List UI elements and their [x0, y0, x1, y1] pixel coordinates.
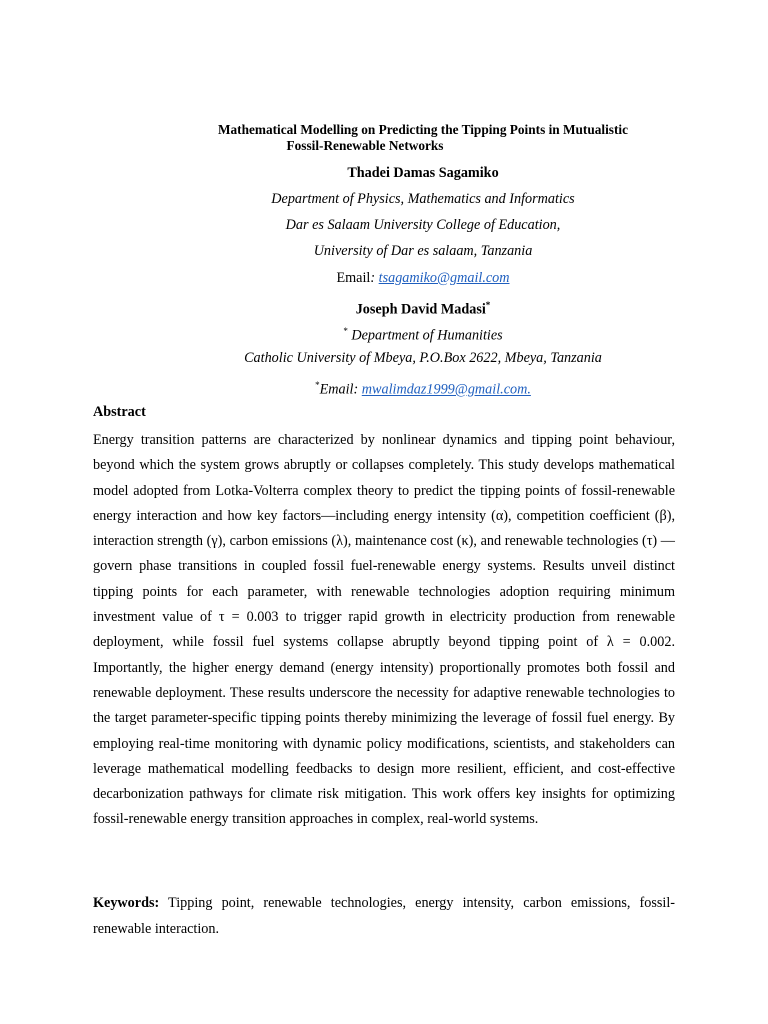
paper-title: [93, 122, 753, 154]
keywords-paragraph: [93, 891, 675, 942]
title-line-1: Mathematical Modelling on Predicting the Tipping Points in Mutualistic: [217, 122, 628, 137]
author1-university: University of Dar es salaam, Tanzania: [313, 243, 533, 259]
author1-name: Thadei Damas Sagamiko: [347, 165, 499, 181]
author2-email-label: Email:: [319, 381, 362, 398]
title-line-2: Fossil-Renewable Networks: [286, 138, 444, 153]
author2-email-line: [0, 376, 768, 399]
author1-email-link[interactable]: tsagamiko@gmail.com: [378, 270, 510, 286]
author1-department: Department of Physics, Mathematics and Informatics: [271, 191, 575, 207]
keywords-text: Tipping point, renewable technologies, energy intensity, carbon emissions, fossil-renewable interaction.: [93, 895, 675, 937]
abstract-heading: Abstract: [93, 404, 146, 420]
author2-department-line: [0, 322, 768, 345]
author1-email-line: [0, 269, 768, 287]
author1-email-label: Email: [336, 270, 371, 286]
author2-department-mark: *: [343, 326, 348, 336]
author2-name: Joseph David Madasi: [355, 301, 486, 318]
author2-email-mark: *: [315, 380, 320, 390]
author2-name-mark: *: [485, 300, 491, 310]
keywords-label: Keywords:: [93, 895, 160, 911]
author1-email-separator: :: [370, 270, 379, 286]
author2-affiliation: Catholic University of Mbeya, P.O.Box 2622, Mbeya, Tanzania: [244, 350, 602, 366]
author2-department: Department of Humanities: [347, 327, 503, 344]
abstract-body: Energy transition patterns are characterized by nonlinear dynamics and tipping point behaviour, beyond which the system grows abruptly or collapses completely. This study develops mathematical model adopted from Lotka-Volterra complex theory to predict the tipping points of fossil-renewable energy interaction and how key factors—including energy intensity (α), competition coefficient (β), interaction strength (γ), carbon emissions (λ), maintenance cost (κ), and renewable technologies (τ) — govern phase transitions in coupled fossil fuel-renewable energy systems. Results unveil distinct tipping points for each parameter, with renewable technologies adoption requiring minimum investment value of τ = 0.003 to trigger rapid growth in electricity production from renewable deployment, while fossil fuel systems collapse abruptly beyond tipping point of λ = 0.002. Importantly, the higher energy demand (energy intensity) proportionally promotes both fossil and renewable deployment. These results underscore the necessity for adaptive renewable technologies to the target parameter-specific tipping points thereby minimizing the leverage of fossil fuel energy. By employing real-time monitoring with dynamic policy modifications, scientists, and stakeholders can leverage mathematical modelling feedbacks to design more resilient, efficient, and cost-effective decarbonization pathways for climate risk mitigation. This work offers key insights for optimizing fossil-renewable energy transition approaches in complex, real-world systems.: [93, 432, 675, 828]
author2-name-line: [0, 296, 768, 319]
author2-email-link[interactable]: mwalimdaz1999@gmail.com.: [361, 381, 531, 398]
author1-college: Dar es Salaam University College of Education,: [285, 217, 561, 233]
